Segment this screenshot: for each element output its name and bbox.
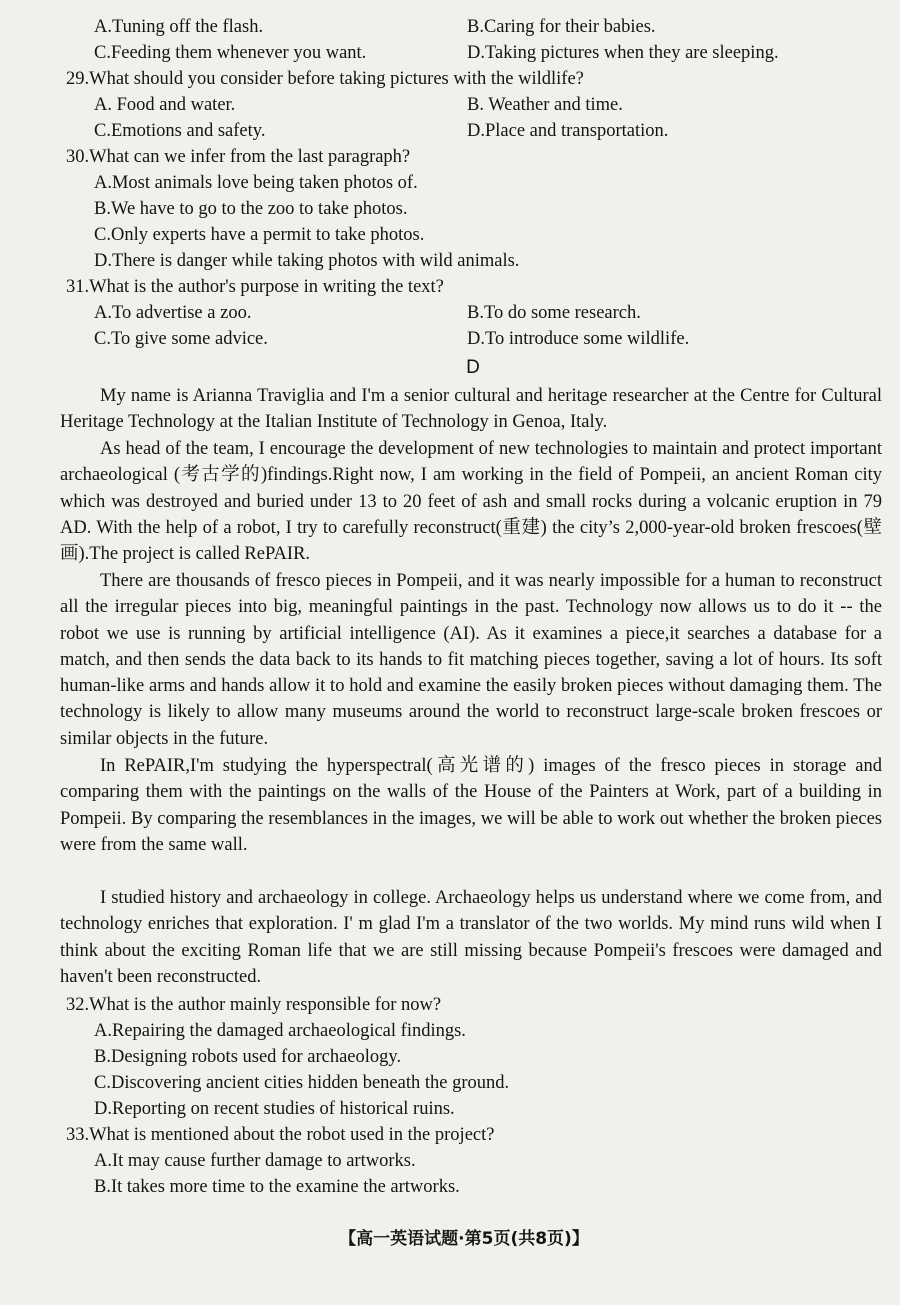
q30-stem: 30.What can we infer from the last paragraph?	[66, 147, 411, 167]
passage-paragraph-2: As head of the team, I encourage the development of new technologies to maintain and protect important archaeological (考古学的)findings.Right now, I am working in the field of Pompeii, an ancient Roman city which was destroyed and buried under 13 to 20 feet of ash and small rocks during a volcanic eruption in 79 AD. With the help of a robot, I try to carefully reconstruct(重建) the city’s 2,000-year-old broken frescoes(壁画).The project is called RePAIR.	[60, 439, 882, 565]
q31-option-c: C.To give some advice.	[94, 329, 268, 349]
q29-option-b: B. Weather and time.	[467, 95, 623, 115]
q33-stem: 33.What is mentioned about the robot used in the project?	[66, 1125, 495, 1145]
q29-option-c: C.Emotions and safety.	[94, 121, 266, 141]
q31-option-a: A.To advertise a zoo.	[94, 303, 252, 323]
passage-paragraph-3: There are thousands of fresco pieces in Pompeii, and it was nearly impossible for a human to reconstruct all the irregular pieces into big, meaningful paintings in the past. Technology now allows us to do it -- the robot we use is running by artificial intelligence (AI). As it examines a piece,it searches a database for a match, and then sends the data back to its hands to fit matching pieces together, saving a lot of hours. Its soft human-like arms and hands allow it to hold and examine the easily broken pieces without damaging them. The technology is likely to allow many museums around the world to reconstruct large-scale broken frescoes or similar objects in the future.	[60, 571, 882, 749]
passage-paragraph-4: In RePAIR,I'm studying the hyperspectral(高光谱的) images of the fresco pieces in storage and comparing them with the paintings on the walls of the House of the Painters at Work, part of a building in Pompeii. By comparing the resemblances in the images, we will be able to work out whether the broken pieces were from the same wall.	[60, 756, 882, 855]
q33-option-b: B.It takes more time to the examine the artworks.	[94, 1177, 460, 1197]
q30-option-c: C.Only experts have a permit to take photos.	[94, 225, 425, 245]
q30-option-a: A.Most animals love being taken photos of.	[94, 173, 418, 193]
q31-option-b: B.To do some research.	[467, 303, 641, 323]
q32-option-b: B.Designing robots used for archaeology.	[94, 1047, 402, 1067]
passage-paragraph-5: I studied history and archaeology in college. Archaeology helps us understand where we come from, and technology enriches that exploration. I' m glad I'm a translator of the two worlds. My mind runs wild when I think about the exciting Roman life that we are still missing because Pompeii's frescoes were damaged and haven't been reconstructed.	[60, 888, 882, 987]
q32-option-d: D.Reporting on recent studies of historical ruins.	[94, 1099, 455, 1119]
q32-option-a: A.Repairing the damaged archaeological findings.	[94, 1021, 466, 1041]
q31-option-d: D.To introduce some wildlife.	[467, 329, 690, 349]
q28-option-c: C.Feeding them whenever you want.	[94, 43, 367, 63]
page-footer: 【高一英语试题·第5页(共8页)】	[339, 1229, 589, 1249]
q32-option-c: C.Discovering ancient cities hidden beneath the ground.	[94, 1073, 510, 1093]
q29-option-d: D.Place and transportation.	[467, 121, 669, 141]
q28-option-a: A.Tuning off the flash.	[94, 17, 264, 37]
q31-stem: 31.What is the author's purpose in writing the text?	[66, 277, 444, 297]
q29-option-a: A. Food and water.	[94, 95, 236, 115]
passage-paragraph-1: My name is Arianna Traviglia and I'm a senior cultural and heritage researcher at the Centre for Cultural Heritage Technology at the Italian Institute of Technology in Genoa, Italy.	[60, 386, 882, 433]
section-heading: D	[466, 357, 480, 378]
q30-option-d: D.There is danger while taking photos with wild animals.	[94, 251, 520, 271]
q28-option-b: B.Caring for their babies.	[467, 17, 656, 37]
q29-stem: 29.What should you consider before taking pictures with the wildlife?	[66, 69, 584, 89]
q28-option-d: D.Taking pictures when they are sleeping.	[467, 43, 779, 63]
q33-option-a: A.It may cause further damage to artworks.	[94, 1151, 416, 1171]
q30-option-b: B.We have to go to the zoo to take photos.	[94, 199, 408, 219]
q32-stem: 32.What is the author mainly responsible for now?	[66, 995, 442, 1015]
